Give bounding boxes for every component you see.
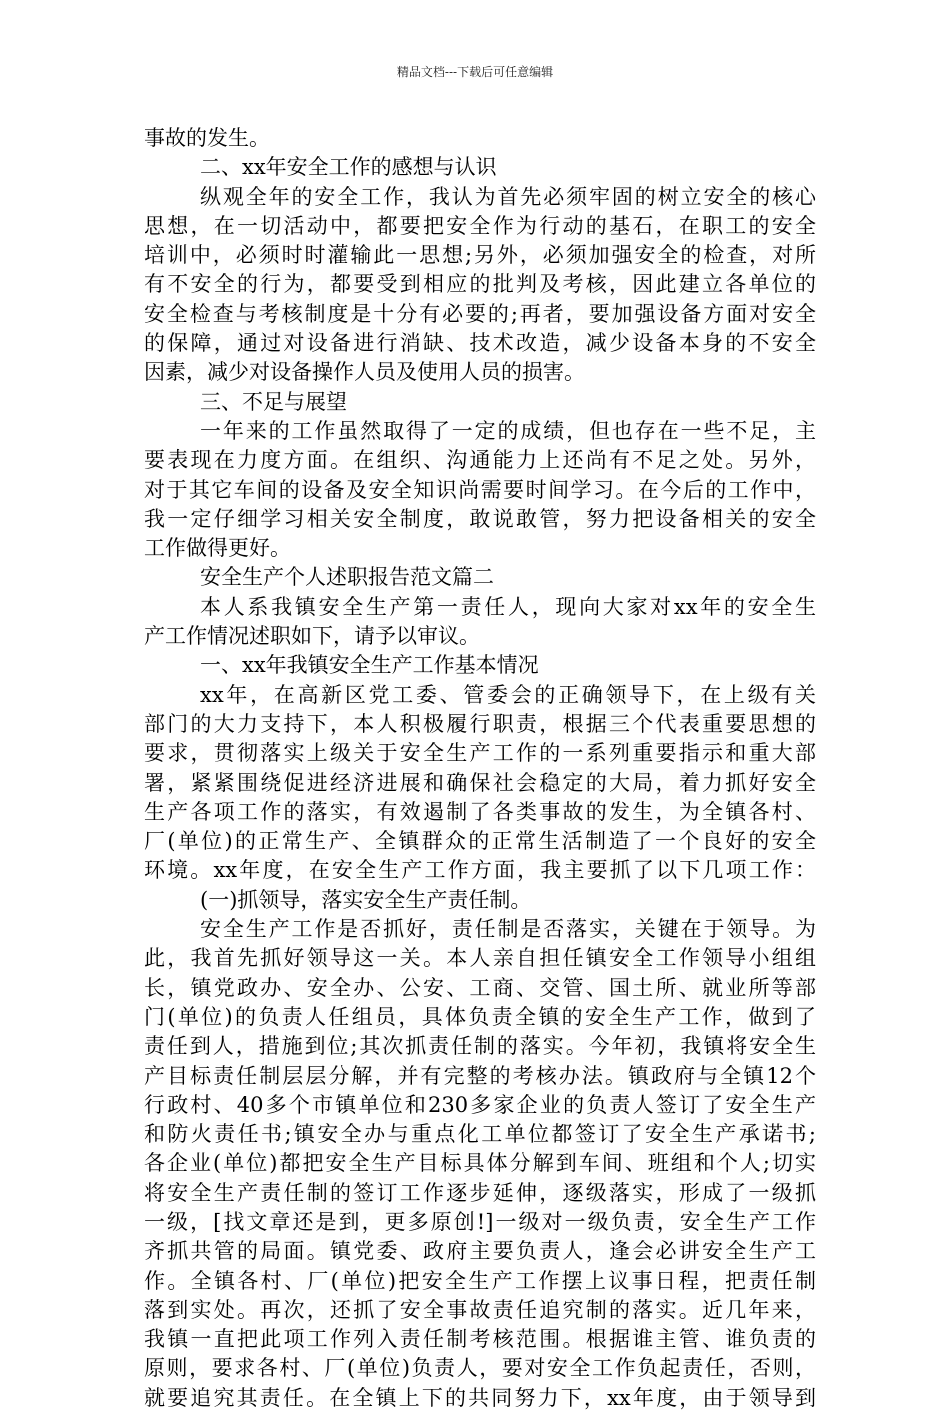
text-line: 和防火责任书;镇安全办与重点化工单位都签订了安全生产承诺书; [144,1122,816,1147]
text-line: 安全检查与考核制度是十分有必要的;再者，要加强设备方面对安全 [144,301,816,326]
text-line: 培训中，必须时时灌输此一思想;另外，必须加强安全的检查，对所 [144,243,816,268]
text-line: 原则，要求各村、厂(单位)负责人，要对安全工作负起责任，否则， [144,1356,816,1381]
text-line: 我镇一直把此项工作列入责任制考核范围。根据谁主管、谁负责的 [144,1327,816,1352]
text-line: 各企业(单位)都把安全生产目标具体分解到车间、班组和个人;切实 [144,1151,816,1176]
text-line: 纵观全年的安全工作，我认为首先必须牢固的树立安全的核心 [200,184,816,209]
text-line: 的保障，通过对设备进行消缺、技术改造，减少设备本身的不安全 [144,331,816,356]
text-line: 生产各项工作的落实，有效遏制了各类事故的发生，为全镇各村、 [144,799,816,824]
text-line: 一级，[找文章还是到，更多原创!]一级对一级负责，安全生产工作 [144,1209,816,1234]
text-line: 责任到人，措施到位;其次抓责任制的落实。今年初，我镇将安全生 [144,1034,816,1059]
text-line: 安全生产个人述职报告范文篇二 [200,565,494,590]
text-line: 落到实处。再次，还抓了安全事故责任追究制的落实。近几年来， [144,1297,816,1322]
text-line: 要求，贯彻落实上级关于安全生产工作的一系列重要指示和重大部 [144,741,816,766]
text-line: 厂(单位)的正常生产、全镇群众的正常生活制造了一个良好的安全 [144,829,816,854]
text-line: 作。全镇各村、厂(单位)把安全生产工作摆上议事日程，把责任制 [144,1268,816,1293]
text-line: 我一定仔细学习相关安全制度，敢说敢管，努力把设备相关的安全 [144,506,816,531]
text-line: 署，紧紧围绕促进经济进展和确保社会稳定的大局，着力抓好安全 [144,770,816,795]
text-line: 对于其它车间的设备及安全知识尚需要时间学习。在今后的工作中， [144,477,816,502]
text-line: 门(单位)的负责人任组员，具体负责全镇的安全生产工作，做到了 [144,1004,816,1029]
text-line: 部门的大力支持下，本人积极履行职责，根据三个代表重要思想的 [144,711,816,736]
text-line: 有不安全的行为，都要受到相应的批判及考核，因此建立各单位的 [144,272,816,297]
text-line: 将安全生产责任制的签订工作逐步延伸，逐级落实，形成了一级抓 [144,1180,816,1205]
page-header: 精品文档---下载后可任意编辑 [396,65,554,79]
text-line: 二、xx年安全工作的感想与认识 [200,155,497,180]
text-line: 安全生产工作是否抓好，责任制是否落实，关键在于领导。为 [200,917,816,942]
text-line: 因素，减少对设备操作人员及使用人员的损害。 [144,360,585,385]
text-line: 三、不足与展望 [200,389,347,414]
text-line: 长，镇党政办、安全办、公安、工商、交管、国土所、就业所等部 [144,975,816,1000]
text-line: 就要追究其责任。在全镇上下的共同努力下，xx年度，由于领导到 [144,1385,816,1410]
text-line: (一)抓领导，落实安全生产责任制。 [200,887,532,912]
text-line: 此，我首先抓好领导这一关。本人亲自担任镇安全工作领导小组组 [144,946,816,971]
text-line: 产目标责任制层层分解，并有完整的考核办法。镇政府与全镇12个 [144,1063,816,1088]
text-line: 事故的发生。 [144,126,270,150]
text-line: 行政村、40多个市镇单位和230多家企业的负责人签订了安全生产 [144,1092,816,1117]
text-line: 产工作情况述职如下，请予以审议。 [144,624,480,649]
text-line: 齐抓共管的局面。镇党委、政府主要负责人，逢会必讲安全生产工 [144,1239,816,1264]
text-line: 一年来的工作虽然取得了一定的成绩，但也存在一些不足，主 [200,418,816,443]
text-line: 一、xx年我镇安全生产工作基本情况 [200,653,539,678]
document-body [144,124,816,1413]
text-line: 本人系我镇安全生产第一责任人，现向大家对xx年的安全生 [200,594,816,619]
text-line: 要表现在力度方面。在组织、沟通能力上还尚有不足之处。另外， [144,448,816,473]
text-line: xx年，在高新区党工委、管委会的正确领导下，在上级有关 [200,682,816,707]
text-line: 工作做得更好。 [144,536,291,561]
text-line: 环境。xx年度，在安全生产工作方面，我主要抓了以下几项工作： [144,858,816,883]
text-line: 思想，在一切活动中，都要把安全作为行动的基石，在职工的安全 [144,213,816,238]
